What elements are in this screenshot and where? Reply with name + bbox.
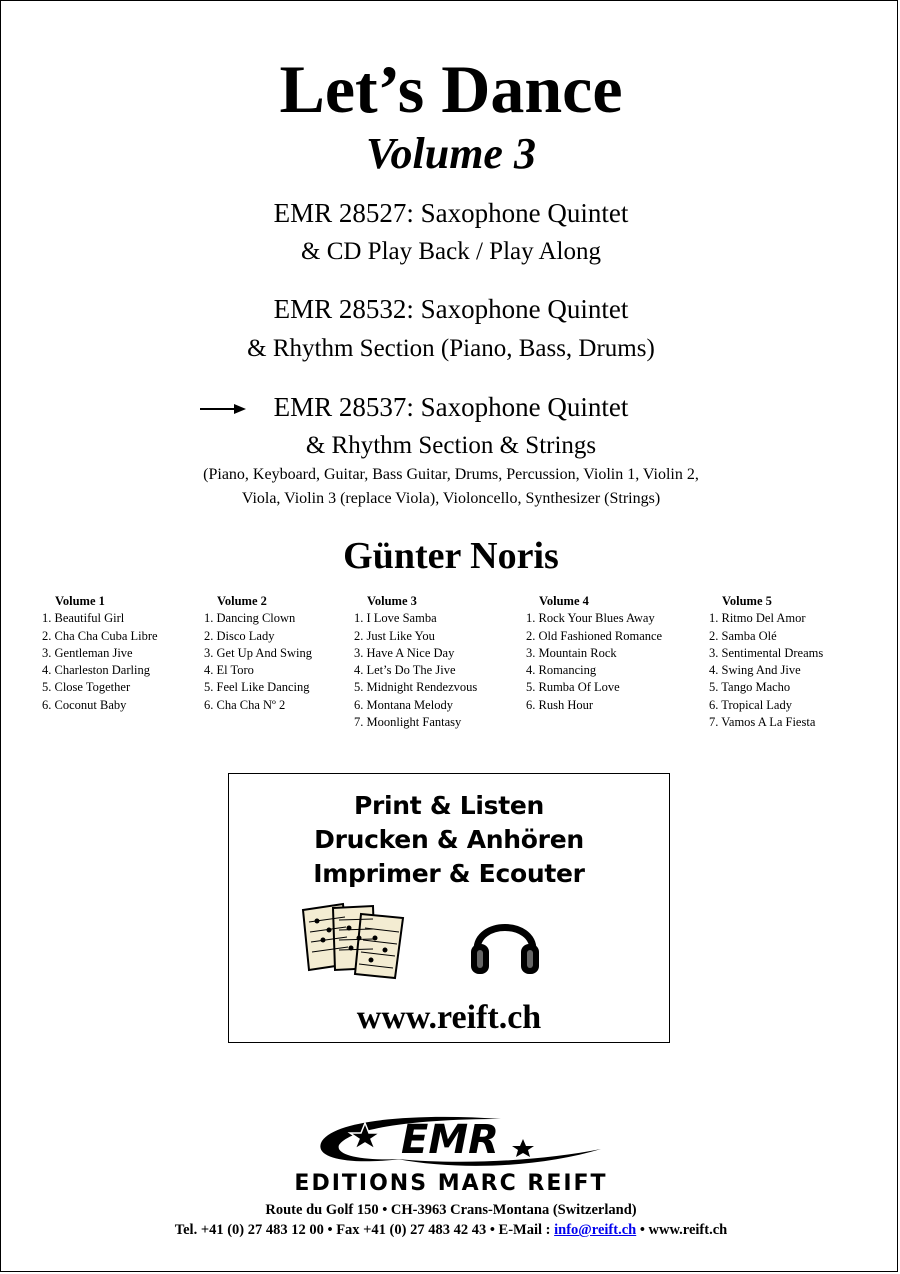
emr-logo: [301, 1109, 621, 1169]
publisher-contact: [1, 1220, 900, 1240]
list-item: 6. Cha Cha Nº 2: [204, 697, 286, 712]
promo-website: www.reift.ch: [356, 999, 542, 1036]
promo-line-french: Imprimer & Ecouter: [313, 859, 585, 888]
volume-column-5: [709, 593, 823, 731]
list-item: 5. Midnight Rendezvous: [354, 680, 478, 695]
page-title: Let’s Dance: [279, 51, 623, 127]
volume-title: Volume 4: [539, 594, 589, 608]
list-item: 1. Dancing Clown: [204, 611, 296, 626]
composer-name: Günter Noris: [343, 535, 559, 577]
promo-line-german: Drucken & Anhören: [314, 825, 584, 854]
contact-phone-fax: Tel. +41 (0) 27 483 12 00 • Fax +41 (0) 27 483 42 43 • E-Mail :: [174, 1222, 555, 1238]
edition-2-detail: & Rhythm Section (Piano, Bass, Drums): [247, 335, 655, 362]
list-item: 1. Beautiful Girl: [42, 611, 125, 626]
edition-3-detail: & Rhythm Section & Strings: [305, 432, 597, 459]
list-item: 4. Romancing: [526, 663, 597, 678]
headphones-icon: [465, 902, 545, 982]
instrumentation-line-1: (Piano, Keyboard, Guitar, Bass Guitar, Drums, Percussion, Violin 1, Violin 2,: [203, 466, 699, 483]
contact-website: • www.reift.ch: [636, 1222, 728, 1238]
volume-column-4: [526, 593, 662, 714]
list-item: 4. Swing And Jive: [709, 663, 801, 678]
list-item: 1. I Love Samba: [354, 611, 437, 626]
volume-column-1: [42, 593, 158, 714]
volume-title: Volume 3: [367, 594, 417, 608]
edition-1-detail: & CD Play Back / Play Along: [301, 238, 601, 265]
edition-3-code: EMR 28537: Saxophone Quintet: [273, 392, 629, 422]
edition-1-code: EMR 28527: Saxophone Quintet: [273, 198, 629, 228]
list-item: 4. Let’s Do The Jive: [354, 663, 456, 678]
list-item: 2. Cha Cha Cuba Libre: [42, 628, 158, 643]
list-item: 3. Get Up And Swing: [204, 645, 312, 660]
list-item: 6. Montana Melody: [354, 697, 453, 712]
list-item: 1. Ritmo Del Amor: [709, 611, 806, 626]
list-item: 5. Rumba Of Love: [526, 680, 620, 695]
list-item: 6. Coconut Baby: [42, 697, 127, 712]
list-item: 3. Mountain Rock: [526, 645, 617, 660]
list-item: 1. Rock Your Blues Away: [526, 611, 655, 626]
list-item: 5. Close Together: [42, 680, 131, 695]
volume-title: Volume 5: [722, 594, 772, 608]
print-listen-box: [228, 773, 670, 1043]
list-item: 2. Just Like You: [354, 628, 435, 643]
edition-2-code: EMR 28532: Saxophone Quintet: [273, 294, 629, 324]
list-item: 6. Tropical Lady: [709, 697, 792, 712]
volume-title: Volume 2: [217, 594, 267, 608]
list-item: 6. Rush Hour: [526, 697, 594, 712]
publisher-address: Route du Golf 150 • CH-3963 Crans-Montana (Switzerland): [265, 1202, 637, 1218]
volume-subtitle: Volume 3: [366, 129, 536, 178]
volume-column-3: [354, 593, 477, 731]
list-item: 3. Sentimental Dreams: [709, 645, 824, 660]
list-item: 7. Vamos A La Fiesta: [709, 715, 816, 730]
list-item: 4. Charleston Darling: [42, 663, 150, 678]
email-link[interactable]: info@reift.ch: [554, 1222, 637, 1238]
promo-line-english: Print & Listen: [353, 791, 545, 820]
volume-title: Volume 1: [55, 594, 105, 608]
volume-column-2: [204, 593, 312, 714]
list-item: 7. Moonlight Fantasy: [354, 715, 462, 730]
list-item: 5. Tango Macho: [709, 680, 791, 695]
list-item: 3. Gentleman Jive: [42, 645, 133, 660]
list-item: 2. Old Fashioned Romance: [526, 628, 663, 643]
list-item: 4. El Toro: [204, 663, 254, 678]
list-item: 3. Have A Nice Day: [354, 645, 455, 660]
list-item: 2. Samba Olé: [709, 628, 777, 643]
list-item: 5. Feel Like Dancing: [204, 680, 310, 695]
instrumentation-line-2: Viola, Violin 3 (replace Viola), Violoncello, Synthesizer (Strings): [241, 490, 661, 507]
sheet-music-icon: [299, 902, 414, 982]
list-item: 2. Disco Lady: [204, 628, 275, 643]
publisher-name: EDITIONS MARC REIFT: [294, 1171, 608, 1196]
logo-text: EMR: [401, 1117, 499, 1163]
